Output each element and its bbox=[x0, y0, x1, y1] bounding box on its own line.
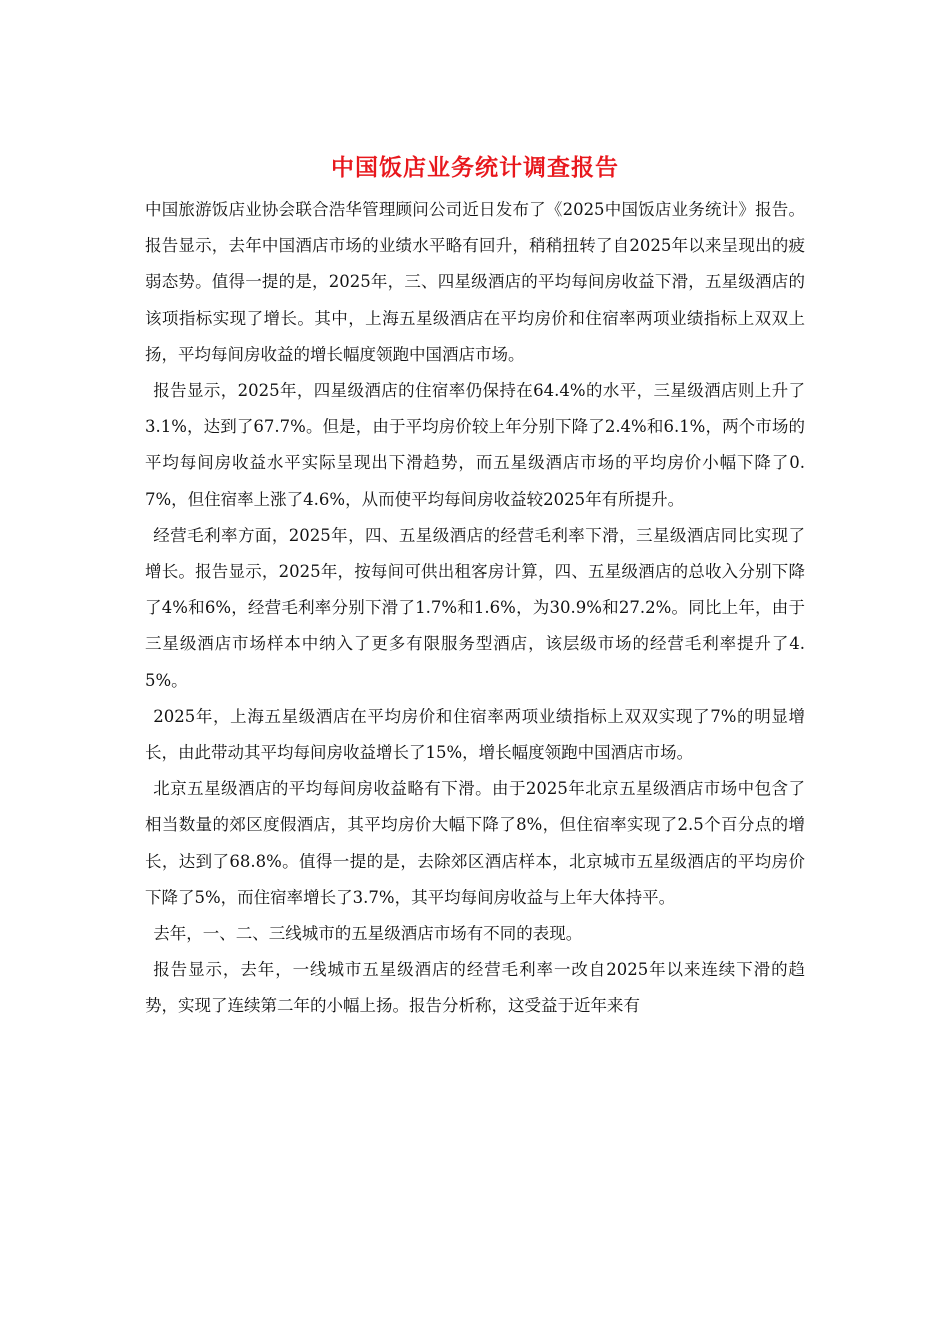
paragraph-4: 2025年，上海五星级酒店在平均房价和住宿率两项业绩指标上双双实现了7%的明显增长，由此带动其平均每间房收益增长了15%，增长幅度领跑中国酒店市场。 bbox=[145, 706, 805, 763]
paragraph-3: 经营毛利率方面，2025年，四、五星级酒店的经营毛利率下滑，三星级酒店同比实现了增长。报告显示，2025年，按每间可供出租客房计算，四、五星级酒店的总收入分别下降了4%和6%，经营毛利率分别下滑了1.7%和1.6%，为30.9%和27.2%。同比上年，由于三星级酒店市场样本中纳入了更多有限服务型酒店，该层级市场的经营毛利率提升了4.5%。 bbox=[145, 525, 805, 690]
paragraph-2: 报告显示，2025年，四星级酒店的住宿率仍保持在64.4%的水平，三星级酒店则上升了3.1%，达到了67.7%。但是，由于平均房价较上年分别下降了2.4%和6.1%，两个市场的平均每间房收益水平实际呈现出下滑趋势，而五星级酒店市场的平均房价小幅下降了0.7%，但住宿率上涨了4.6%，从而使平均每间房收益较2025年有所提升。 bbox=[145, 381, 805, 509]
paragraph-5: 北京五星级酒店的平均每间房收益略有下滑。由于2025年北京五星级酒店市场中包含了相当数量的郊区度假酒店，其平均房价大幅下降了8%，但住宿率实现了2.5个百分点的增长，达到了68.8%。值得一提的是，去除郊区酒店样本，北京城市五星级酒店的平均房价下降了5%，而住宿率增长了3.7%，其平均每间房收益与上年大体持平。 bbox=[145, 779, 805, 907]
paragraph-6: 去年，一、二、三线城市的五星级酒店市场有不同的表现。 bbox=[153, 924, 583, 944]
paragraph-7: 报告显示，去年，一线城市五星级酒店的经营毛利率一改自2025年以来连续下滑的趋势，实现了连续第二年的小幅上扬。报告分析称，这受益于近年来有 bbox=[145, 960, 805, 1016]
document-body bbox=[145, 192, 805, 1025]
paragraph-1: 中国旅游饭店业协会联合浩华管理顾问公司近日发布了《2025中国饭店业务统计》报告。报告显示，去年中国酒店市场的业绩水平略有回升，稍稍扭转了自2025年以来呈现出的疲弱态势。值得一提的是，2025年，三、四星级酒店的平均每间房收益下滑，五星级酒店的该项指标实现了增长。其中，上海五星级酒店在平均房价和住宿率两项业绩指标上双双上扬，平均每间房收益的增长幅度领跑中国酒店市场。 bbox=[145, 200, 805, 364]
document-title: 中国饭店业务统计调查报告 bbox=[331, 154, 619, 181]
